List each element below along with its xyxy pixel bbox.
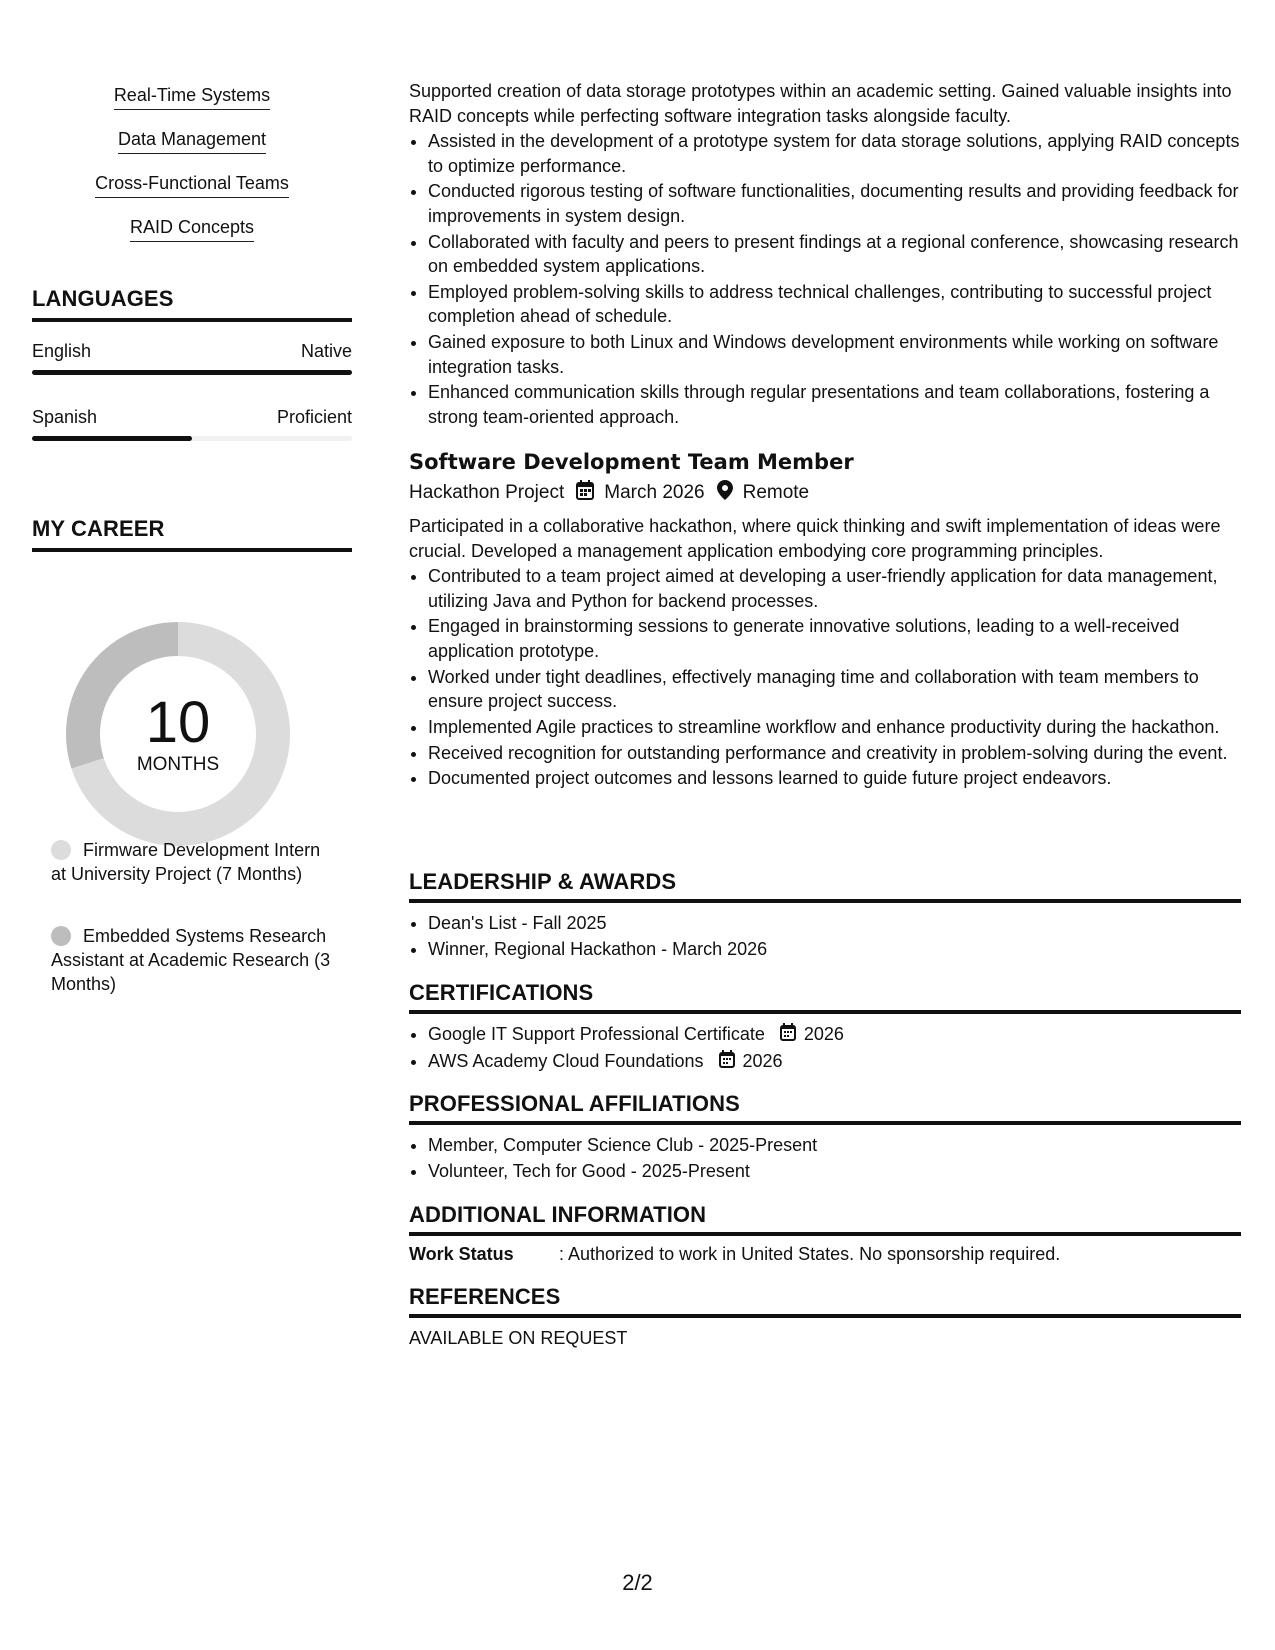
career-total-unit: MONTHS xyxy=(136,754,220,775)
list-item: • Implemented Agile practices to streamline workflow and enhance productivity during the hackathon. xyxy=(428,715,1241,740)
job-entry xyxy=(409,450,1241,792)
job-location: Remote xyxy=(742,482,810,503)
certifications-section xyxy=(409,980,1241,1076)
location-pin-icon xyxy=(717,480,733,506)
language-bar xyxy=(32,436,352,441)
list-item: • Enhanced communication skills through regular presentations and team collaborations, fostering a strong team-oriented approach. xyxy=(428,380,1241,429)
experience-continued xyxy=(409,79,1241,431)
list-item: • Employed problem-solving skills to address technical challenges, contributing to successful project completion ahead of schedule. xyxy=(428,280,1241,329)
job-intro: Participated in a collaborative hackathon, where quick thinking and swift implementation of ideas were crucial. Developed a management application embodying core programming principles. xyxy=(409,516,1221,561)
leadership-heading: LEADERSHIP & AWARDS xyxy=(409,869,1241,903)
list-item: • Documented project outcomes and lessons learned to guide future project endeavors. xyxy=(428,766,1241,791)
career-item-label: Embedded Systems Research Assistant at Academic Research (3 Months) xyxy=(51,926,331,994)
language-row xyxy=(32,341,352,362)
certifications-list xyxy=(409,1022,1241,1074)
language-bar-fill xyxy=(32,370,352,375)
experience-bullets xyxy=(409,129,1241,429)
skills-list xyxy=(32,82,352,258)
list-item: • Volunteer, Tech for Good - 2025-Present xyxy=(428,1159,1241,1184)
work-status-row xyxy=(409,1244,1241,1265)
affiliations-list xyxy=(409,1133,1241,1183)
cert-year: 2026 xyxy=(803,1024,844,1044)
affiliations-heading: PROFESSIONAL AFFILIATIONS xyxy=(409,1091,1241,1125)
calendar-icon xyxy=(719,1050,735,1075)
work-status-value: : Authorized to work in United States. No sponsorship required. xyxy=(559,1244,1061,1264)
affiliations-section xyxy=(409,1091,1241,1185)
list-item: • Assisted in the development of a prototype system for data storage solutions, applying RAID concepts to optimize performance. xyxy=(428,129,1241,178)
language-level: Native xyxy=(300,341,352,361)
list-item: • Dean's List - Fall 2025 xyxy=(428,911,1241,936)
language-bar-fill xyxy=(32,436,192,441)
list-item: • Received recognition for outstanding performance and creativity in problem-solving during the event. xyxy=(428,741,1241,766)
skill-tag: Data Management xyxy=(118,126,266,154)
career-legend-item xyxy=(51,924,331,996)
job-bullets xyxy=(409,564,1241,791)
references-heading: REFERENCES xyxy=(409,1284,1241,1318)
career-total-number: 10 xyxy=(145,690,211,755)
career-legend-item xyxy=(51,838,331,886)
leadership-list xyxy=(409,911,1241,961)
language-name: Spanish xyxy=(32,407,98,427)
skill-tag: Real-Time Systems xyxy=(114,82,270,110)
list-item: • Collaborated with faculty and peers to present findings at a regional conference, showcasing research on embedded system applications. xyxy=(428,230,1241,279)
language-bar xyxy=(32,370,352,375)
leadership-section xyxy=(409,869,1241,963)
cert-year: 2026 xyxy=(742,1050,783,1071)
list-item: • Winner, Regional Hackathon - March 2026 xyxy=(428,937,1241,962)
work-status-label: Work Status xyxy=(409,1244,514,1264)
language-name: English xyxy=(32,341,92,361)
list-item: • Contributed to a team project aimed at developing a user-friendly application for data management, utilizing Java and Python for backend processes. xyxy=(428,564,1241,613)
additional-info-heading: ADDITIONAL INFORMATION xyxy=(409,1202,1241,1236)
language-level: Proficient xyxy=(276,407,352,427)
job-date: March 2026 xyxy=(604,482,705,503)
list-item: • Conducted rigorous testing of software functionalities, documenting results and providing feedback for improvements in system design. xyxy=(428,179,1241,228)
languages-heading: LANGUAGES xyxy=(32,286,352,322)
cert-name: Google IT Support Professional Certificate xyxy=(428,1024,765,1044)
career-donut xyxy=(66,622,290,846)
cert-name: AWS Academy Cloud Foundations xyxy=(428,1050,704,1071)
calendar-icon xyxy=(576,480,594,506)
calendar-icon xyxy=(780,1023,796,1048)
legend-dot xyxy=(51,926,71,946)
list-item: • Worked under tight deadlines, effectively managing time and collaboration with team members to ensure project success. xyxy=(428,665,1241,714)
job-meta xyxy=(409,480,1241,506)
skill-tag: RAID Concepts xyxy=(130,214,254,242)
certifications-heading: CERTIFICATIONS xyxy=(409,980,1241,1014)
list-item xyxy=(428,1022,1241,1048)
list-item xyxy=(428,1049,1241,1075)
references-text: AVAILABLE ON REQUEST xyxy=(409,1328,628,1348)
list-item: • Gained exposure to both Linux and Windows development environments while working on software integration tasks. xyxy=(428,330,1241,379)
experience-intro: Supported creation of data storage prototypes within an academic setting. Gained valuable insights into RAID concepts while perfecting software integration tasks alongside faculty. xyxy=(409,81,1232,126)
skill-tag: Cross-Functional Teams xyxy=(95,170,289,198)
career-item-label: Firmware Development Intern at University Project (7 Months) xyxy=(51,840,321,884)
list-item: • Engaged in brainstorming sessions to generate innovative solutions, leading to a well-received application prototype. xyxy=(428,614,1241,663)
job-company: Hackathon Project xyxy=(409,482,565,503)
job-title: Software Development Team Member xyxy=(409,450,854,474)
career-heading: MY CAREER xyxy=(32,516,352,552)
language-row xyxy=(32,407,352,428)
references-section xyxy=(409,1284,1241,1349)
list-item: • Member, Computer Science Club - 2025-Present xyxy=(428,1133,1241,1158)
additional-info-section xyxy=(409,1202,1241,1265)
legend-dot xyxy=(51,840,71,860)
page-number: 2/2 xyxy=(622,1570,653,1595)
